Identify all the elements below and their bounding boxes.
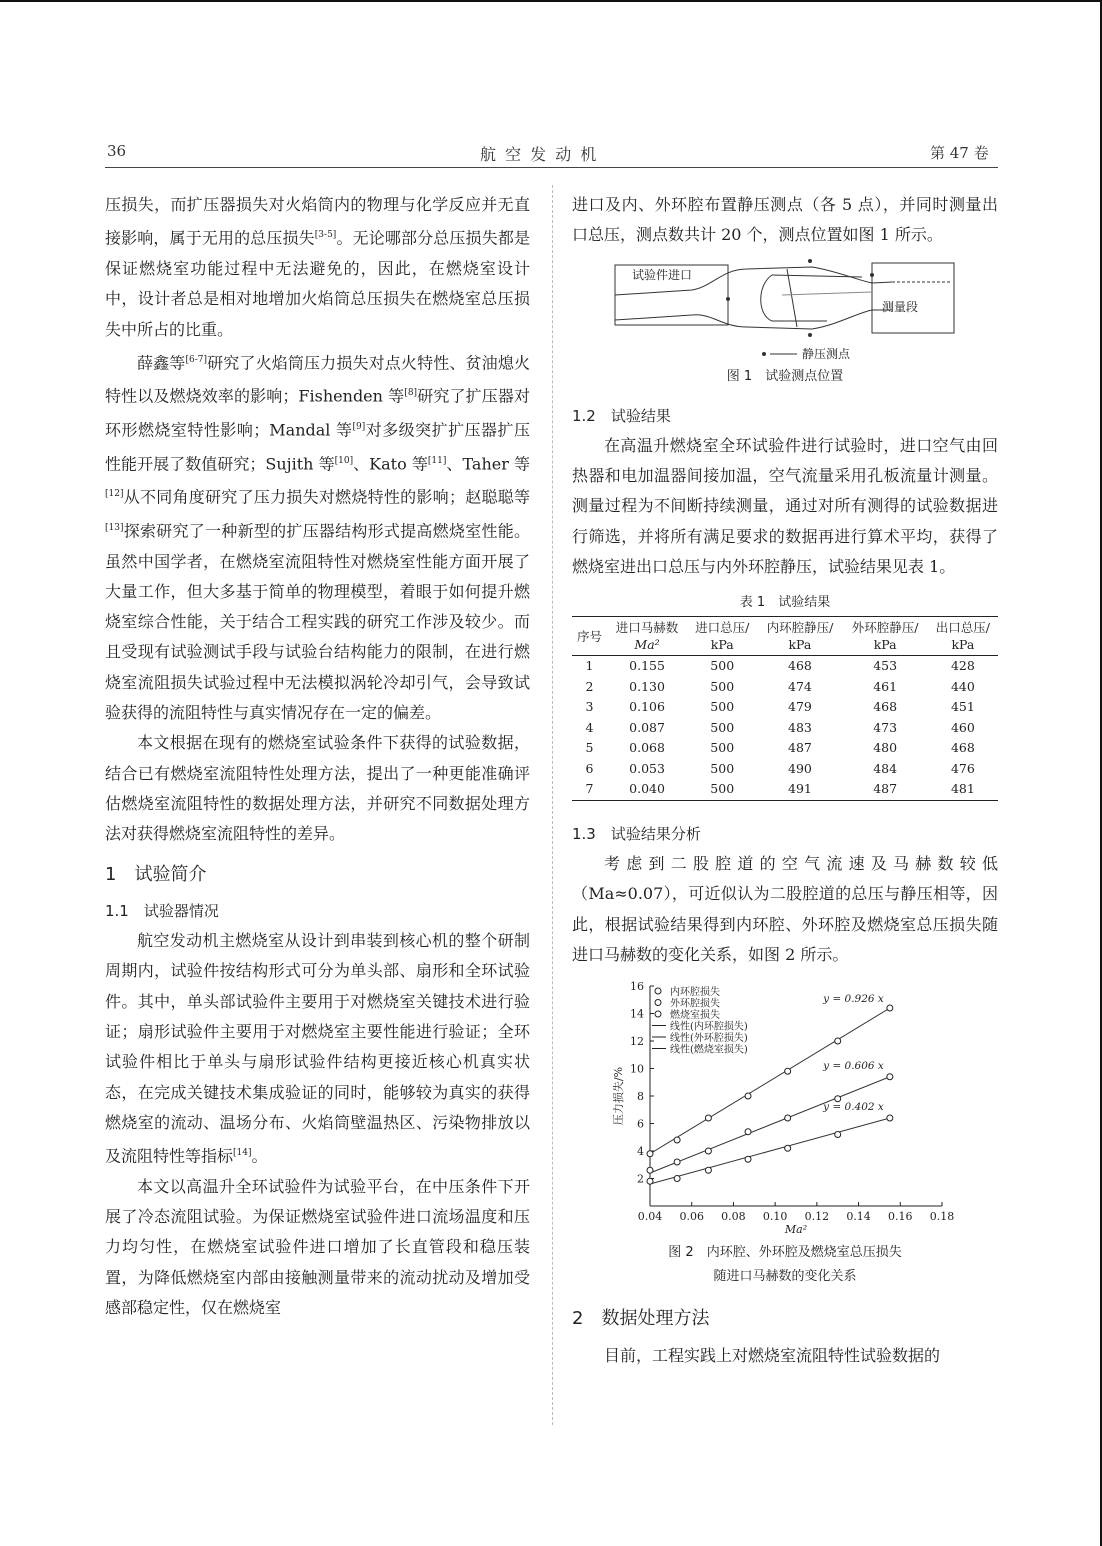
table-cell: 483 bbox=[788, 719, 812, 735]
data-point bbox=[674, 1176, 680, 1182]
table-cell: 2 bbox=[585, 678, 594, 694]
table-row bbox=[572, 697, 998, 718]
legend-label: 外环腔损失 bbox=[670, 998, 720, 1010]
table-cell: 7 bbox=[572, 779, 607, 800]
table-cell: 5 bbox=[585, 740, 594, 756]
data-point bbox=[674, 1159, 680, 1165]
table-cell: 479 bbox=[788, 699, 812, 715]
figure-2 bbox=[572, 976, 998, 1296]
trend-line bbox=[650, 1077, 890, 1173]
y-tick-label: 10 bbox=[630, 1062, 644, 1076]
x-tick-label: 0.18 bbox=[929, 1210, 955, 1224]
table-cell: 500 bbox=[710, 719, 735, 735]
table-cell: 0.068 bbox=[629, 740, 665, 756]
legend-label: 燃烧室损失 bbox=[670, 1010, 720, 1022]
paragraph: 压损失，而扩压器损失对火焰筒内的物理与化学反应并无直接影响，属于无用的总压损失[3-5]。无论哪部分总压损失都是保证燃烧室功能过程中无法避免的，因此，在燃烧室设计中，设计者总是相对地增加火焰筒总压损失在燃烧室总压损失中所占的比重。 bbox=[105, 195, 530, 339]
data-point bbox=[647, 1151, 653, 1157]
column-header: 进口总压/ kPa bbox=[687, 617, 757, 656]
table-cell: 6 bbox=[585, 760, 594, 776]
table-cell: 500 bbox=[710, 740, 735, 756]
table-cell: 468 bbox=[788, 658, 812, 674]
figure-1-caption: 图 1 试验测点位置 bbox=[726, 368, 844, 384]
x-tick-label: 0.14 bbox=[846, 1210, 871, 1224]
table-cell: 500 bbox=[710, 658, 735, 674]
data-point bbox=[835, 1132, 841, 1138]
figure-1 bbox=[572, 255, 998, 393]
data-point bbox=[745, 1093, 751, 1099]
subsection-heading: 1.3 试验结果分析 bbox=[572, 824, 701, 843]
data-point bbox=[647, 1168, 653, 1174]
fit-equation-label: y = 0.402 x bbox=[823, 1101, 884, 1114]
data-point bbox=[785, 1146, 791, 1152]
subsection-heading: 1.2 试验结果 bbox=[572, 406, 671, 425]
column-header: 出口总压/ kPa bbox=[928, 617, 998, 656]
table-cell: 0.053 bbox=[629, 760, 665, 776]
static-pressure-point bbox=[870, 273, 874, 277]
x-tick-label: 0.08 bbox=[721, 1210, 746, 1224]
column-header: 外环腔静压/ kPa bbox=[843, 617, 928, 656]
table-cell: 0.087 bbox=[629, 719, 665, 735]
section-heading: 2 数据处理方法 bbox=[572, 1308, 710, 1330]
static-pressure-point bbox=[808, 259, 812, 263]
legend-label: 线性(内环腔损失) bbox=[670, 1021, 748, 1033]
x-tick-label: 0.04 bbox=[637, 1210, 663, 1224]
page-frame-top bbox=[0, 0, 1102, 2]
table-cell: 451 bbox=[950, 699, 975, 715]
table-cell: 473 bbox=[873, 719, 898, 735]
data-point bbox=[745, 1157, 751, 1163]
legend-marker bbox=[655, 1000, 661, 1006]
table-cell: 460 bbox=[950, 719, 975, 735]
table-cell: 476 bbox=[950, 760, 975, 776]
table-row bbox=[572, 779, 998, 800]
legend-label: 静压测点 bbox=[802, 346, 851, 361]
table-cell: 1 bbox=[585, 658, 594, 674]
paragraph: 航空发动机主燃烧室从设计到串装到核心机的整个研制周期内，试验件按结构形式可分为单头部、扇形和全环试验件。其中，单头部试验件主要用于对燃烧室关键技术进行验证；扇形试验件主要用于对燃烧室主要性能进行验证；全环试验件相比于单头与扇形试验件结构更接近核心机真实状态，在完成关键技术集成验证的同时，能够较为真实的获得燃烧室的流动、温场分布、火焰筒壁温热区、污染物排放以及流阻特性等指标[14]。 bbox=[105, 931, 530, 1166]
table-row bbox=[572, 718, 998, 739]
table-cell: 481 bbox=[928, 779, 998, 800]
legend-label: 内环腔损失 bbox=[670, 987, 720, 999]
y-tick-label: 6 bbox=[637, 1117, 644, 1131]
column-header: 进口马赫数 Ma² bbox=[607, 617, 687, 656]
data-point bbox=[674, 1137, 680, 1143]
table-cell: 3 bbox=[585, 699, 594, 715]
table-cell: 468 bbox=[873, 699, 898, 715]
table-row bbox=[572, 759, 998, 780]
data-point bbox=[887, 1074, 893, 1080]
y-axis-label: 压力损失/% bbox=[612, 1067, 625, 1126]
table-cell: 500 bbox=[687, 779, 757, 800]
data-point bbox=[835, 1038, 841, 1044]
legend-marker bbox=[655, 988, 661, 994]
results-table bbox=[572, 616, 998, 801]
table-cell: 468 bbox=[950, 740, 975, 756]
data-point bbox=[647, 1179, 653, 1185]
volume-label: 第 47 卷 bbox=[930, 144, 989, 162]
right-column bbox=[572, 190, 998, 1371]
table-cell: 453 bbox=[873, 658, 898, 674]
paragraph: 进口及内、外环腔布置静压测点（各 5 点），并同时测量出口总压，测点数共计 20 个，测点位置如图 1 所示。 bbox=[572, 195, 998, 245]
table-row bbox=[572, 656, 998, 677]
table-cell: 487 bbox=[843, 779, 928, 800]
y-tick-label: 4 bbox=[637, 1145, 644, 1159]
x-axis-label: Ma² bbox=[784, 1223, 808, 1237]
table-cell: 440 bbox=[950, 678, 975, 694]
figure-2-caption-line2: 随进口马赫数的变化关系 bbox=[713, 1269, 857, 1285]
section-label: 测量段 bbox=[882, 299, 919, 314]
x-tick-label: 0.06 bbox=[679, 1210, 704, 1224]
data-point bbox=[705, 1148, 711, 1154]
legend-label: 线性(外环腔损失) bbox=[670, 1033, 748, 1045]
column-header: 序号 bbox=[572, 617, 607, 656]
table-cell: 500 bbox=[710, 760, 735, 776]
table-cell: 474 bbox=[788, 678, 812, 694]
table-cell: 484 bbox=[873, 760, 898, 776]
table-cell: 0.130 bbox=[629, 678, 665, 694]
data-point bbox=[705, 1168, 711, 1174]
data-point bbox=[887, 1115, 893, 1121]
table-row bbox=[572, 677, 998, 698]
table-cell: 500 bbox=[710, 678, 735, 694]
figure-2-caption-line1: 图 2 内环腔、外环腔及燃烧室总压损失 bbox=[668, 1245, 902, 1261]
static-pressure-point bbox=[808, 333, 812, 337]
pressure-loss-chart bbox=[572, 976, 998, 1238]
x-tick-label: 0.16 bbox=[888, 1210, 913, 1224]
paragraph: 考虑到二股腔道的空气流速及马赫数较低（Ma≈0.07），可近似认为二股腔道的总压与静压相等，因此，根据试验结果得到内环腔、外环腔及燃烧室总压损失随进口马赫数的变化关系，如图 2 所示。 bbox=[572, 854, 998, 965]
table-cell: 480 bbox=[873, 740, 898, 756]
data-point bbox=[705, 1115, 711, 1121]
x-tick-label: 0.12 bbox=[804, 1210, 830, 1224]
table-cell: 428 bbox=[950, 658, 975, 674]
table-cell: 4 bbox=[585, 719, 594, 735]
page-number: 36 bbox=[107, 142, 127, 160]
y-tick-label: 12 bbox=[630, 1035, 644, 1049]
table-cell: 500 bbox=[710, 699, 735, 715]
inlet-label: 试验件进口 bbox=[632, 267, 693, 282]
legend-marker bbox=[655, 1011, 661, 1017]
table-cell: 0.040 bbox=[607, 779, 687, 800]
y-tick-label: 2 bbox=[637, 1172, 644, 1186]
paragraph: 薛鑫等[6-7]研究了火焰筒压力损失对点火特性、贫油熄火特性以及燃烧效率的影响；Fishenden 等[8]研究了扩压器对环形燃烧室特性影响；Mandal 等[9]对多级突扩扩压器扩压性能开展了数值研究；Sujith 等[10]、Kato 等[11]、Taher 等[12]从不同角度研究了压力损失对燃烧特性的影响；赵聪聪等[13]探索研究了一种新型的扩压器结构形式提高燃烧室性能。虽然中国学者，在燃烧室流阻特性对燃烧室性能方面开展了大量工作，但大多基于简单的物理模型，着眼于如何提升燃烧室综合性能，关于结合工程实践的研究工作涉及较少。而且受现有试验测试手段与试验台结构能力的限制，在进行燃烧室流阻损失试验过程中无法模拟涡轮冷却引气，会导致试验获得的流阻特性与真实情况存在一定的偏差。 bbox=[105, 353, 530, 723]
paragraph: 本文以高温升全环试验件为试验平台，在中压条件下开展了冷态流阻试验。为保证燃烧室试验件进口流场温度和压力均匀性，在燃烧室试验件进口增加了长直管段和稳压装置，为降低燃烧室内部由接触测量带来的流动扰动及增加受感部稳定性，仅在燃烧室 bbox=[105, 1176, 530, 1318]
paragraph: 目前，工程实践上对燃烧室流阻特性试验数据的 bbox=[604, 1345, 941, 1365]
table-cell: 0.106 bbox=[629, 699, 665, 715]
x-tick-label: 0.10 bbox=[762, 1210, 788, 1224]
legend-marker bbox=[762, 352, 766, 356]
table-header-row bbox=[572, 617, 998, 656]
data-point bbox=[785, 1115, 791, 1121]
trend-line bbox=[650, 1118, 890, 1184]
header-rule bbox=[105, 167, 998, 168]
fit-equation-label: y = 0.926 x bbox=[823, 993, 884, 1006]
table-cell: 487 bbox=[788, 740, 812, 756]
table-row bbox=[572, 738, 998, 759]
column-divider bbox=[552, 185, 553, 1425]
column-header: 内环腔静压/ kPa bbox=[757, 617, 842, 656]
table-cell: 0.155 bbox=[629, 658, 665, 674]
paragraph: 本文根据在现有的燃烧室试验条件下获得的试验数据，结合已有燃烧室流阻特性处理方法，提出了一种更能准确评估燃烧室流阻特性的数据处理方法，并研究不同数据处理方法对获得燃烧室流阻特性的差异。 bbox=[105, 733, 530, 844]
paragraph: 在高温升燃烧室全环试验件进行试验时，进口空气由回热器和电加温器间接加温，空气流量采用孔板流量计测量。测量过程为不间断持续测量，通过对所有测得的试验数据进行筛选，并将所有满足要求的数据再进行算术平均，获得了燃烧室进出口总压与内外环腔静压，试验结果见表 1。 bbox=[572, 435, 998, 577]
data-point bbox=[887, 1005, 893, 1011]
subsection-heading: 1.1 试验器情况 bbox=[105, 901, 219, 920]
y-tick-label: 16 bbox=[630, 980, 644, 994]
journal-title: 航 空 发 动 机 bbox=[480, 145, 599, 164]
legend-label: 线性(燃烧室损失) bbox=[670, 1044, 748, 1056]
table-cell: 490 bbox=[788, 760, 812, 776]
left-column bbox=[105, 190, 530, 1323]
y-tick-label: 8 bbox=[637, 1090, 644, 1104]
static-pressure-point bbox=[726, 297, 730, 301]
table-1-caption: 表 1 试验结果 bbox=[739, 595, 831, 611]
table-cell: 461 bbox=[873, 678, 898, 694]
table-cell: 491 bbox=[757, 779, 842, 800]
data-point bbox=[745, 1129, 751, 1135]
fit-equation-label: y = 0.606 x bbox=[823, 1060, 884, 1073]
y-tick-label: 14 bbox=[630, 1007, 644, 1021]
data-point bbox=[785, 1069, 791, 1075]
section-heading: 1 试验简介 bbox=[105, 863, 207, 885]
